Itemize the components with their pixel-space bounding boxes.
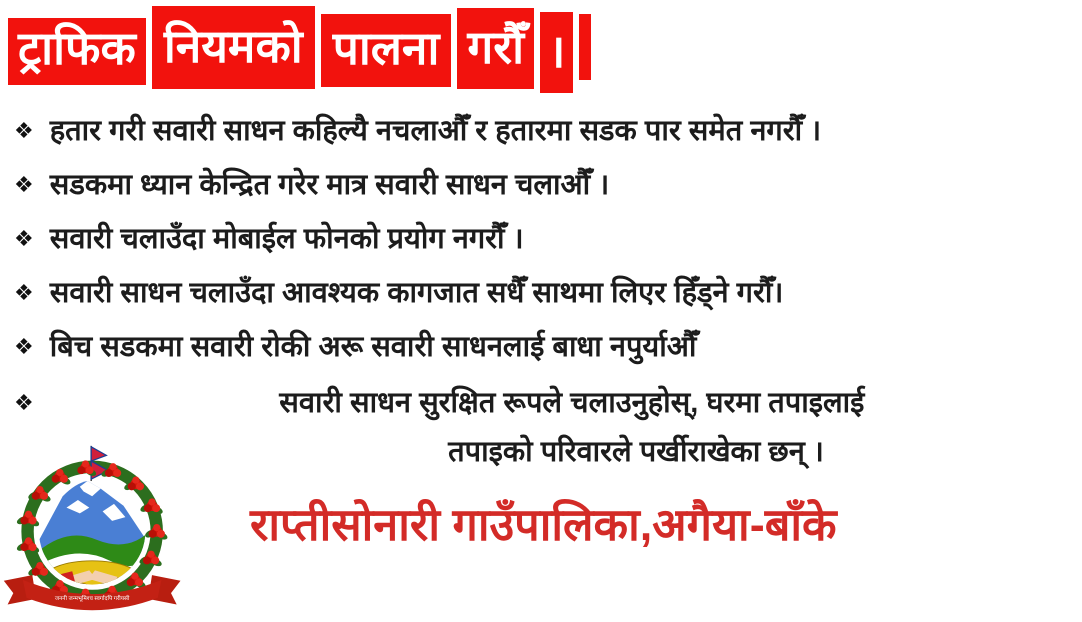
title-word: नियमको [152,6,315,89]
diamond-bullet-icon: ❖ [14,334,34,359]
closing-line-1: सवारी साधन सुरक्षित रूपले चलाउनुहोस्, घरमा तपाइलाई [279,387,865,419]
closing-line-2: तपाइको परिवारले पर्खीराखेका छन् । [448,436,824,468]
diamond-bullet-icon: ❖ [14,172,34,197]
poster-title [8,6,1082,90]
title-highlight-sliver [579,14,591,80]
title-word: ट्राफिक [8,18,146,85]
title-danda: । [540,12,573,93]
nepal-government-emblem [0,436,190,622]
rule-item [14,328,1064,367]
rule-text: सडकमा ध्यान केन्द्रित गरेर मात्र सवारी साधन चलाऔँ । [49,169,610,201]
diamond-bullet-icon: ❖ [14,280,34,305]
rule-item [14,220,1064,259]
emblem-motto: जननी जन्मभूमिश्च स्वर्गादपि गरीयसी [54,595,130,602]
closing-message [14,384,1064,423]
title-word: गरौँ [457,8,534,89]
rule-item [14,112,1064,151]
rule-item [14,274,1064,313]
title-word: पालना [321,14,452,87]
diamond-bullet-icon: ❖ [14,226,34,251]
rule-item [14,166,1064,205]
diamond-bullet-icon: ❖ [14,390,34,415]
rule-text: सवारी साधन चलाउँदा आवश्यक कागजात सधैँ साथमा लिएर हिँड्ने गरौँ। [49,277,784,309]
rule-text: हतार गरी सवारी साधन कहिल्यै नचलाऔँ र हतारमा सडक पार समेत नगरौँ । [49,115,822,147]
rule-text: सवारी चलाउँदा मोबाईल फोनको प्रयोग नगरौँ । [49,223,524,255]
organization-name: राप्तीसोनारी गाउँपालिका,अगैया-बाँके [250,499,837,550]
diamond-bullet-icon: ❖ [14,118,34,143]
nepal-emblem-graphic [0,436,190,622]
rule-text: बिच सडकमा सवारी रोकी अरू सवारी साधनलाई बाधा नपुर्याऔँ [49,331,697,363]
